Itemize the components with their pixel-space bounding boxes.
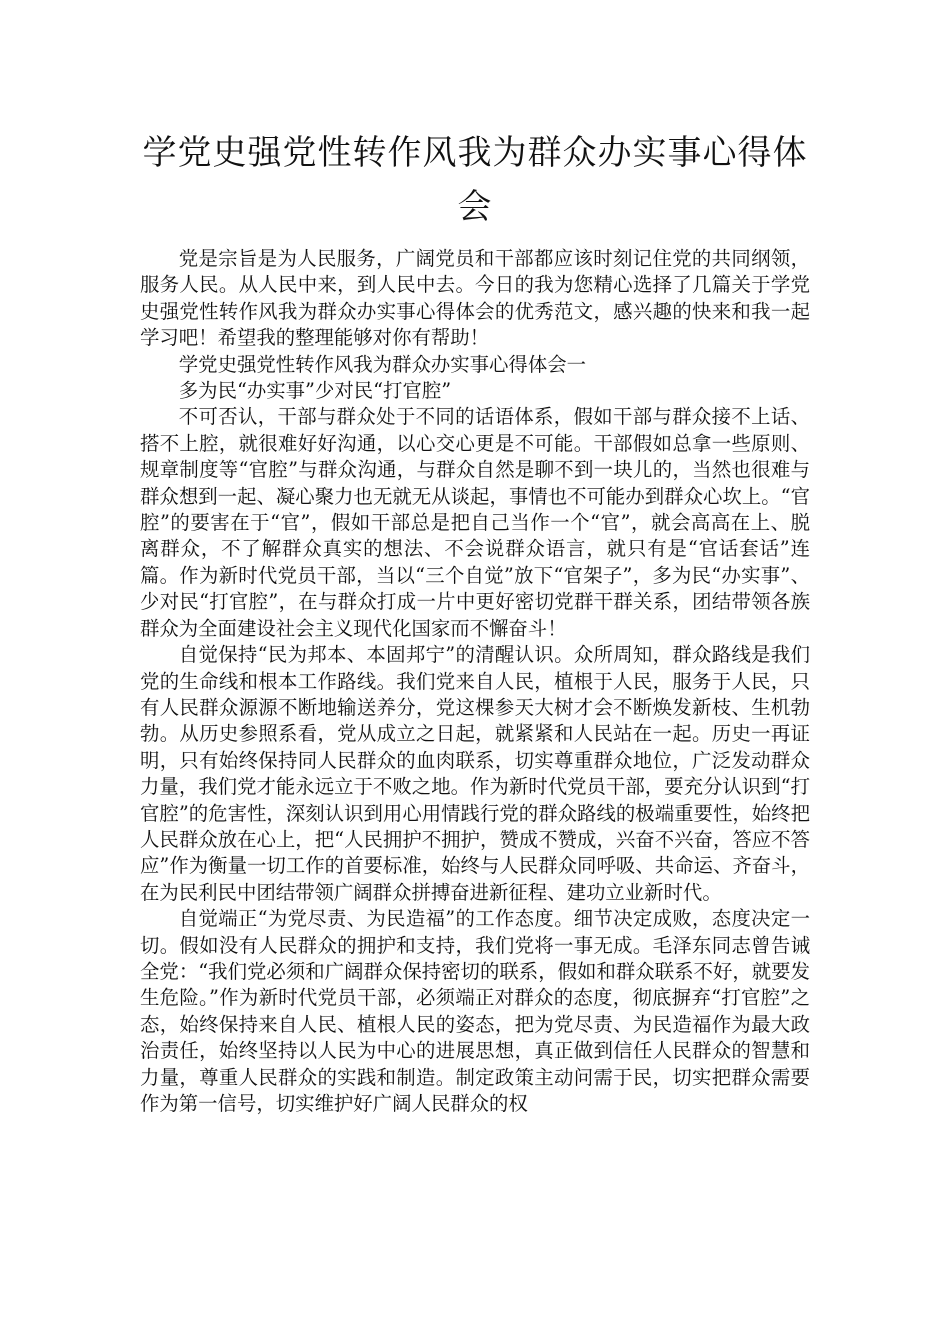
body-paragraph: 不可否认，干部与群众处于不同的话语体系，假如干部与群众接不上话、搭不上腔，就很难好好沟通，以心交心更是不可能。干部假如总拿一些原则、规章制度等“官腔”与群众沟通，与群众自然是聊不到一块儿的，当然也很难与群众想到一起、凝心聚力也无就无从谈起，事情也不可能办到群众心坎上。“官腔”的要害在于“官”，假如干部总是把自己当作一个“官”，就会高高在上、脱离群众，不了解群众真实的想法、不会说群众语言，就只有是“官话套话”连篇。作为新时代党员干部，当以“三个自觉”放下“官架子”，多为民“办实事”、少对民“打官腔”，在与群众打成一片中更好密切党群干群关系，团结带领各族群众为全面建设社会主义现代化国家而不懈奋斗！ [140,405,810,640]
document-title: 学党史强党性转作风我为群众办实事心得体会 [142,133,808,227]
document-body [140,246,810,1117]
section-heading: 学党史强党性转作风我为群众办实事心得体会一 [178,352,586,376]
body-paragraph: 自觉保持“民为邦本、本固邦宁”的清醒认识。众所周知，群众路线是我们党的生命线和根本工作路线。我们党来自人民，植根于人民，服务于人民，只有人民群众源源不断地输送养分，党这棵参天大树才会不断焕发新枝、生机勃勃。从历史参照系看，党从成立之日起，就紧紧和人民站在一起。历史一再证明，只有始终保持同人民群众的血肉联系，切实尊重群众地位，广泛发动群众力量，我们党才能永远立于不败之地。作为新时代党员干部，要充分认识到“打官腔”的危害性，深刻认识到用心用情践行党的群众路线的极端重要性，始终把人民群众放在心上，把“人民拥护不拥护，赞成不赞成，兴奋不兴奋，答应不答应”作为衡量一切工作的首要标准，始终与人民群众同呼吸、共命运、齐奋斗，在为民利民中团结带领广阔群众拼搏奋进新征程、建功立业新时代。 [140,643,810,904]
intro-paragraph: 党是宗旨是为人民服务，广阔党员和干部都应该时刻记住党的共同纲领，服务人民。从人民中来，到人民中去。今日的我为您精心选择了几篇关于学党史强党性转作风我为群众办实事心得体会的优秀范文，感兴趣的快来和我一起学习吧！希望我的整理能够对你有帮助！ [140,247,810,350]
article-subtitle: 多为民“办实事”少对民“打官腔” [178,379,452,403]
body-paragraph: 自觉端正“为党尽责、为民造福”的工作态度。细节决定成败，态度决定一切。假如没有人民群众的拥护和支持，我们党将一事无成。毛泽东同志曾告诫全党：“我们党必须和广阔群众保持密切的联系，假如和群众联系不好，就要发生危险。”作为新时代党员干部，必须端正对群众的态度，彻底摒弃“打官腔”之态，始终保持来自人民、植根人民的姿态，把为党尽责、为民造福作为最大政治责任，始终坚持以人民为中心的进展思想，真正做到信任人民群众的智慧和力量，尊重人民群众的实践和制造。制定政策主动问需于民，切实把群众需要作为第一信号，切实维护好广阔人民群众的权 [140,907,810,1115]
